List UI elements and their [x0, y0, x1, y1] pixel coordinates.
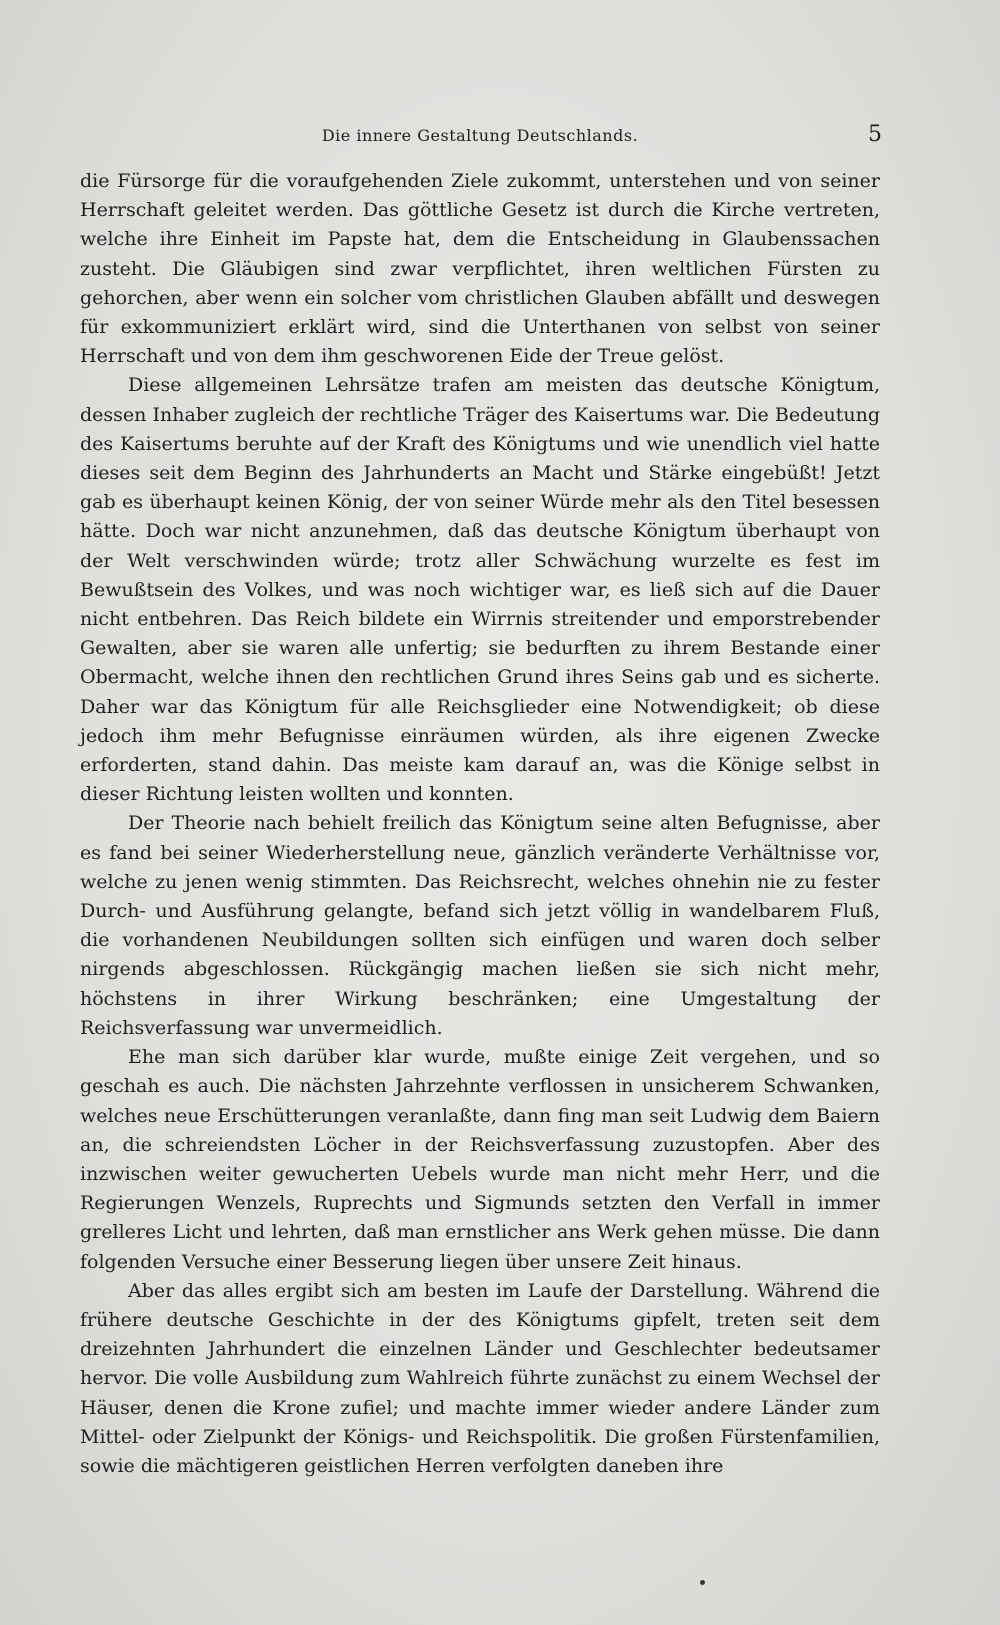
paragraph: Diese allgemeinen Lehrsätze trafen am meisten das deutsche Königtum, dessen Inhaber zugleich der rechtliche Träger des Kaisertums war. Die Bedeutung des Kaisertums beruhte auf der Kraft des Königtums und wie unendlich viel hatte dieses seit dem Beginn des Jahrhunderts an Macht und Stärke eingebüßt! Jetzt gab es überhaupt keinen König, der von seiner Würde mehr als den Titel besessen hätte. Doch war nicht anzunehmen, daß das deutsche Königtum überhaupt von der Welt verschwinden würde; trotz aller Schwächung wurzelte es fest im Bewußtsein des Volkes, und was noch wichtiger war, es ließ sich auf die Dauer nicht entbehren. Das Reich bildete ein Wirrnis streitender und emporstrebender Gewalten, aber sie waren alle unfertig; sie bedurften zu ihrem Bestande einer Obermacht, welche ihnen den rechtlichen Grund ihres Seins gab und es sicherte. Daher war das Königtum für alle Reichsglieder eine Notwendigkeit; ob diese jedoch ihm mehr Befugnisse einräumen würden, als ihre eigenen Zwecke erforderten, stand dahin. Das meiste kam darauf an, was die Könige selbst in dieser Richtung leisten wollten und konnten.	[80, 374, 880, 806]
page-header	[80, 122, 880, 152]
paragraph: Ehe man sich darüber klar wurde, mußte einige Zeit vergehen, und so geschah es auch. Die nächsten Jahrzehnte verflossen in unsicherem Schwanken, welches neue Erschütterungen veranlaßte, dann fing man seit Ludwig dem Baiern an, die schreiendsten Löcher in der Reichsverfassung zuzustopfen. Aber des inzwischen weiter gewucherten Uebels wurde man nicht mehr Herr, und die Regierungen Wenzels, Ruprechts und Sigmunds setzten den Verfall in immer grelleres Licht und lehrten, daß man ernstlicher ans Werk gehen müsse. Die dann folgenden Versuche einer Besserung liegen über unsere Zeit hinaus.	[80, 1046, 880, 1273]
paragraph: Der Theorie nach behielt freilich das Königtum seine alten Befugnisse, aber es fand bei seiner Wiederherstellung neue, gänzlich veränderte Verhältnisse vor, welche zu jenen wenig stimmten. Das Reichsrecht, welches ohnehin nie zu fester Durch- und Ausführung gelangte, befand sich jetzt völlig in wandelbarem Fluß, die vorhandenen Neubildungen sollten sich einfügen und waren doch selber nirgends abgeschlossen. Rückgängig machen ließen sie sich nicht mehr, höchstens in ihrer Wirkung beschränken; eine Umgestaltung der Reichsverfassung war unvermeidlich.	[80, 812, 880, 1039]
body-text	[80, 167, 880, 1481]
page-number: 5	[868, 122, 882, 147]
paragraph: die Fürsorge für die voraufgehenden Ziele zukommt, unterstehen und von seiner Herrschaft geleitet werden. Das göttliche Gesetz ist durch die Kirche vertreten, welche ihre Einheit im Papste hat, dem die Entscheidung in Glaubenssachen zusteht. Die Gläubigen sind zwar verpflichtet, ihren weltlichen Fürsten zu gehorchen, aber wenn ein solcher vom christlichen Glauben abfällt und deswegen für exkommuniziert erklärt wird, sind die Unterthanen von selbst von seiner Herrschaft und von dem ihm geschworenen Eide der Treue gelöst.	[80, 170, 880, 368]
paragraph: Aber das alles ergibt sich am besten im Laufe der Darstellung. Während die frühere deutsche Geschichte in der des Königtums gipfelt, treten seit dem dreizehnten Jahrhundert die einzelnen Länder und Geschlechter bedeutsamer hervor. Die volle Ausbildung zum Wahlreich führte zunächst zu einem Wechsel der Häuser, denen die Krone zufiel; und machte immer wieder andere Länder zum Mittel- oder Zielpunkt der Königs- und Reichspolitik. Die großen Fürstenfamilien, sowie die mächtigeren geistlichen Herren verfolgten daneben ihre	[80, 1279, 880, 1477]
ink-speck	[700, 1580, 705, 1585]
running-head: Die innere Gestaltung Deutschlands.	[321, 126, 639, 145]
